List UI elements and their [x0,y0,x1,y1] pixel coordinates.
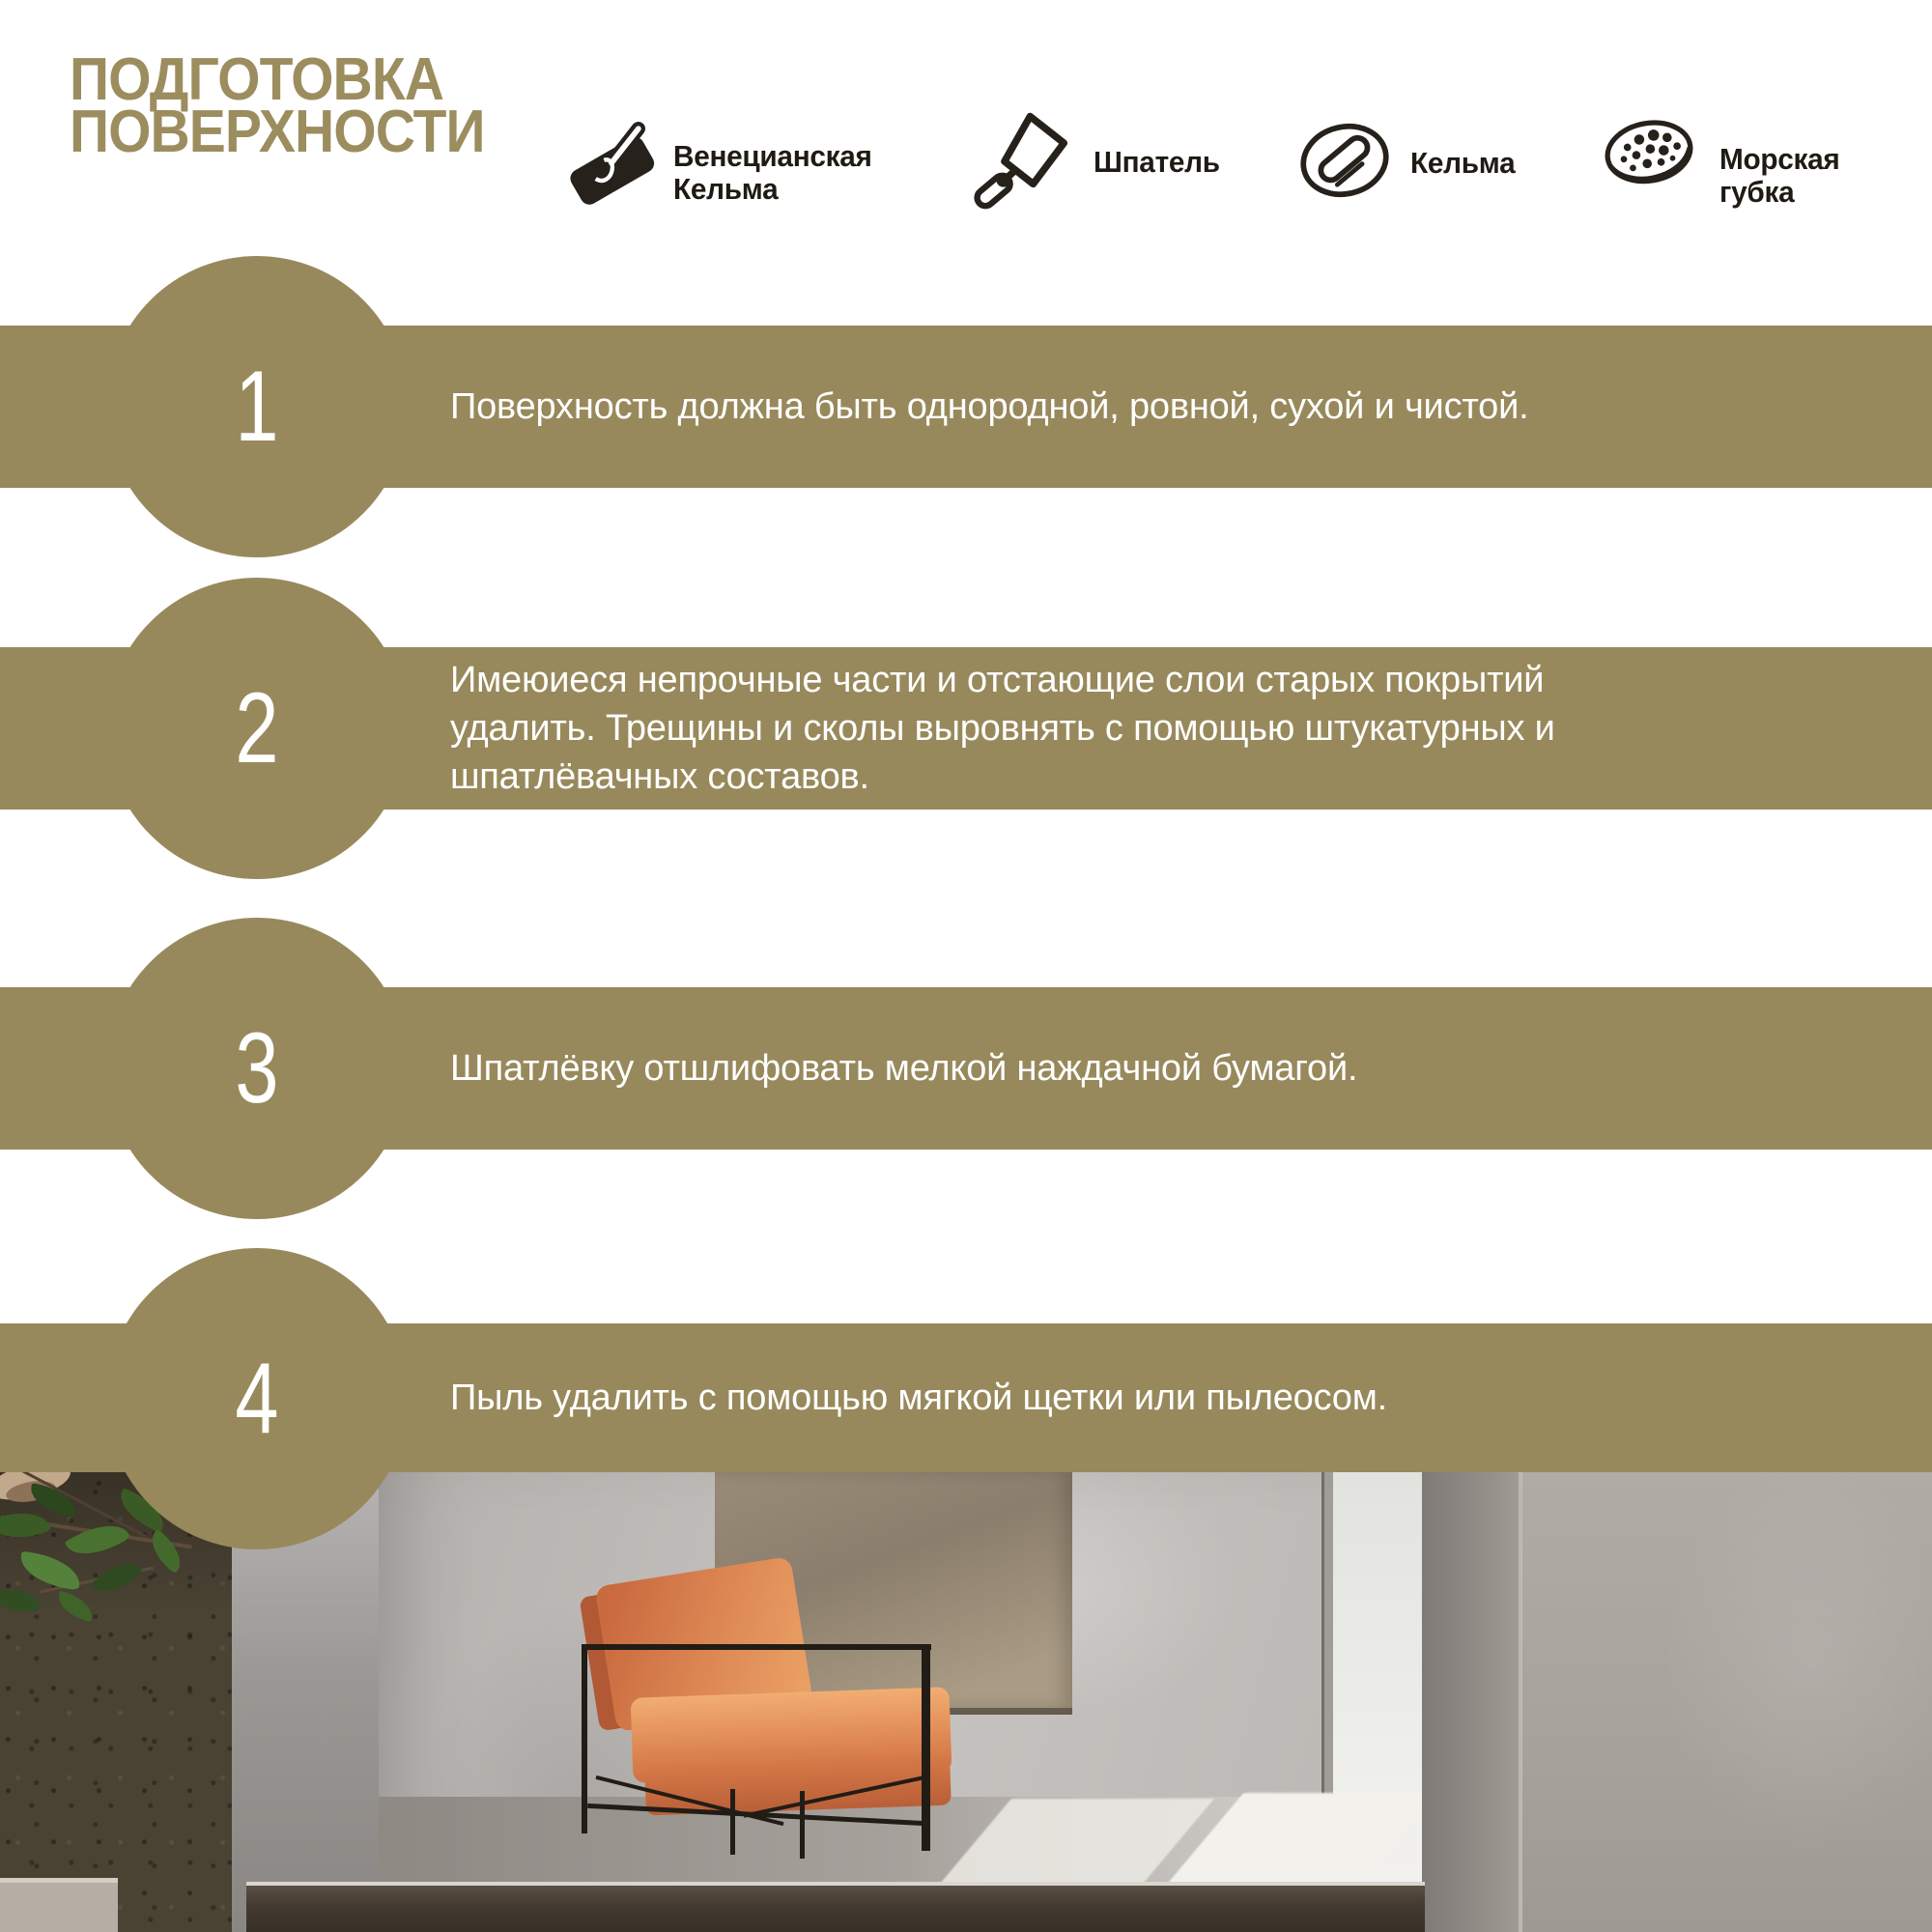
step-number: 2 [235,672,279,784]
armchair-frame [582,1644,931,1650]
plant-leaf [17,1551,83,1591]
page-title-line1: ПОДГОТОВКА [70,46,443,113]
plant-leaf [91,1552,144,1604]
step-text-3: Шпатлёвку отшлифовать мелкой наждачной бумагой. [450,1048,1358,1089]
armchair [576,1569,962,1859]
plant-leaf [0,1585,41,1616]
armchair-frame [922,1644,930,1851]
step-text-1: Поверхность должна быть однородной, ровной, сухой и чистой. [450,386,1529,427]
armchair-frame [800,1791,805,1859]
platform-front [246,1882,1425,1932]
step-text-4: Пыль удалить с помощью мягкой щетки или пылеосом. [450,1378,1388,1418]
armchair-frame [730,1789,735,1855]
tool-sea-sponge [1596,110,1845,209]
right-pillar-shade [1422,1472,1521,1932]
page-title [70,46,485,165]
armchair-base-cushion [644,1755,952,1816]
step-circle-1 [106,256,408,557]
tool-label: Кельма [1410,145,1516,180]
step-circle-3 [106,918,408,1219]
plant-leaf [54,1590,98,1622]
step-number: 3 [235,1012,279,1124]
tool-trowel [1294,114,1520,212]
concrete-block [0,1878,118,1932]
tool-label: Венецианская Кельма [673,138,872,206]
sea-sponge-icon [1596,111,1704,209]
tool-label: Морская губка [1719,142,1840,209]
step-text-2: Имеюиеся непрочные части и отстающие слои старых покрытий удалить. Трещины и сколы выровнять с помощью штукатурных и шпатлёвачных составов. [450,660,1555,797]
page-title-line2: ПОВЕРХНОСТИ [70,99,485,165]
armchair-frame [582,1644,587,1833]
venetian-trowel-icon [565,108,658,212]
right-wall [1522,1472,1932,1932]
putty-knife-icon [970,108,1078,215]
tool-putty-knife [970,108,1225,215]
step-circle-4 [106,1248,408,1549]
step-number: 1 [235,351,279,463]
trowel-icon [1294,114,1395,212]
tool-venetian-trowel [565,108,880,212]
step-number: 4 [235,1343,279,1455]
step-circle-2 [106,578,408,879]
plant-leaf [65,1513,131,1568]
plant-leaf [0,1503,51,1548]
tool-label: Шпатель [1094,144,1220,179]
